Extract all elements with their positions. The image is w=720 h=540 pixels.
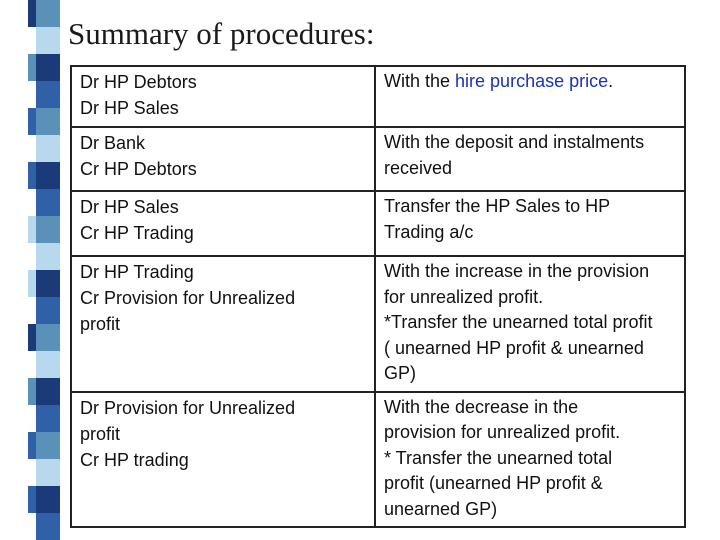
description-line: With the deposit and instalments xyxy=(384,132,645,152)
strip-block xyxy=(28,378,36,405)
strip-block xyxy=(36,135,60,162)
description-cell xyxy=(375,392,685,528)
entry-line: Dr Provision for Unrealized xyxy=(80,397,296,418)
entry-line: Cr HP Trading xyxy=(80,223,194,243)
entry-line: Dr HP Sales xyxy=(80,98,179,118)
table-row xyxy=(71,256,685,392)
table-row xyxy=(71,66,685,127)
entry-line: profit xyxy=(80,423,121,444)
description-text: With the xyxy=(384,71,456,91)
description-line: received xyxy=(384,157,453,178)
description-line: With the increase in the provision xyxy=(384,261,650,281)
strip-block xyxy=(36,108,60,135)
decorative-strip xyxy=(0,0,64,540)
strip-block xyxy=(36,54,60,81)
description-cell xyxy=(375,66,685,127)
entry-line: Dr Bank xyxy=(80,133,146,153)
entry-cell xyxy=(71,66,375,127)
table-row xyxy=(71,392,685,528)
strip-block xyxy=(36,81,60,108)
strip-block xyxy=(28,486,36,513)
strip-block xyxy=(36,270,60,297)
entry-cell xyxy=(71,191,375,256)
entry-line: Dr HP Trading xyxy=(80,262,194,282)
description-line: for unrealized profit. xyxy=(384,286,544,307)
strip-block xyxy=(28,216,36,243)
strip-block xyxy=(36,405,60,432)
entry-cell xyxy=(71,127,375,191)
description-line: unearned GP) xyxy=(384,498,498,519)
strip-block xyxy=(36,432,60,459)
strip-block xyxy=(36,324,60,351)
entry-line: Cr Provision for Unrealized xyxy=(80,288,296,308)
description-text: . xyxy=(608,71,614,91)
table-row xyxy=(71,191,685,256)
strip-block xyxy=(36,486,60,513)
strip-block xyxy=(28,0,36,27)
description-line: profit (unearned HP profit & xyxy=(384,473,603,493)
entry-line: profit xyxy=(80,314,121,334)
description-line: Transfer the HP Sales to HP xyxy=(384,196,611,216)
description-cell xyxy=(375,127,685,191)
strip-block xyxy=(28,324,36,351)
strip-block xyxy=(28,54,36,81)
entry-cell xyxy=(71,256,375,392)
entry-line: Cr HP trading xyxy=(80,449,189,470)
strip-block xyxy=(36,459,60,486)
strip-block xyxy=(36,162,60,189)
entry-cell xyxy=(71,392,375,528)
description-line: ( unearned HP profit & unearned xyxy=(384,337,644,358)
highlight-text: hire purchase price xyxy=(455,71,609,91)
strip-block xyxy=(36,27,60,54)
entry-line: Dr HP Sales xyxy=(80,197,179,217)
strip-block xyxy=(36,243,60,270)
strip-block xyxy=(36,216,60,243)
description-cell xyxy=(375,256,685,392)
strip-block xyxy=(36,351,60,378)
strip-block xyxy=(28,108,36,135)
description-line: *Transfer the unearned total profit xyxy=(384,312,653,332)
entry-line: Dr HP Debtors xyxy=(80,72,197,92)
description-line: Trading a/c xyxy=(384,221,474,242)
description-cell xyxy=(375,191,685,256)
description-line: * Transfer the unearned total xyxy=(384,447,613,468)
description-line: With the decrease in the xyxy=(384,396,579,417)
procedures-table xyxy=(70,65,686,528)
strip-block xyxy=(28,162,36,189)
strip-block xyxy=(36,513,60,540)
strip-block xyxy=(36,189,60,216)
strip-block xyxy=(28,270,36,297)
table-row xyxy=(71,127,685,191)
description-line: provision for unrealized profit. xyxy=(384,422,621,442)
entry-line: Cr HP Debtors xyxy=(80,159,197,179)
strip-block xyxy=(28,432,36,459)
slide-title: Summary of procedures: xyxy=(68,16,375,51)
description-line xyxy=(384,69,676,95)
strip-block xyxy=(36,0,60,27)
strip-block xyxy=(36,378,60,405)
description-line: GP) xyxy=(384,363,417,383)
strip-block xyxy=(36,297,60,324)
